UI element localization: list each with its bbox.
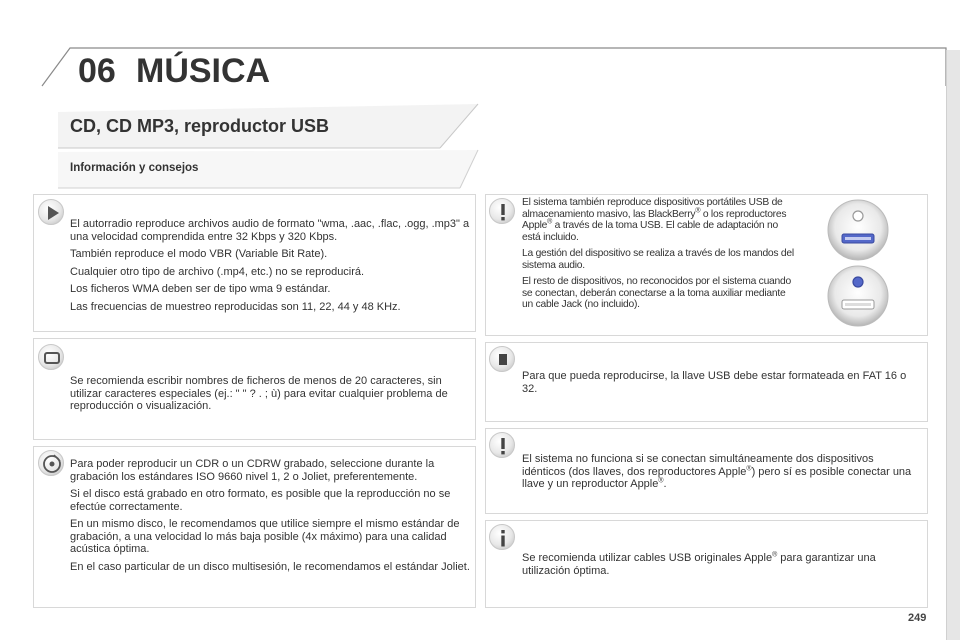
text-run: Se recomienda utilizar cables USB originales Apple	[522, 552, 773, 564]
registered-mark: ®	[772, 551, 778, 559]
formats-paragraph: Las frecuencias de muestreo reproducidas son 11, 22, 44 y 48 KHz.	[70, 300, 401, 313]
formats-paragraph: El autorradio reproduce archivos audio de formato "wma, .aac, .flac, .ogg, .mp3" a una velocidad comprendida entre 32 Kbps y 320 Kbps.	[70, 218, 470, 243]
usb-devices-paragraph	[522, 197, 798, 243]
play-icon	[38, 199, 64, 225]
identical-devices-text	[522, 453, 920, 496]
usb-devices-text	[522, 197, 798, 316]
text-run: para garantizar una utilización óptima.	[522, 552, 876, 577]
section-title: CD, CD MP3, reproductor USB	[70, 116, 330, 136]
usb-format-text	[522, 370, 920, 400]
cd-paragraph: En el caso particular de un disco multisesión, le recomendamos el estándar Joliet.	[70, 560, 470, 573]
page-number: 249	[908, 612, 927, 624]
exclamation-icon	[489, 432, 515, 458]
text-run: El sistema también reproduce dispositivos portátiles USB de almacenamiento masivo, las BlackBerry	[522, 197, 783, 220]
formats-paragraph: Cualquier otro tipo de archivo (.mp4, etc.) no se reproducirá.	[70, 265, 365, 278]
subsection-title: Información y consejos	[70, 162, 199, 174]
cd-recording-text	[70, 458, 470, 578]
cd-paragraph: Para poder reproducir un CDR o un CDRW grabado, seleccione durante la grabación los estándares ISO 9660 nivel 1, 2 o Joliet, preferentemente.	[70, 458, 435, 483]
registered-mark: ®	[547, 218, 553, 226]
registered-mark: ®	[695, 207, 701, 215]
text-run: a través de la toma USB. El cable de adaptación no está incluido.	[522, 220, 778, 243]
registered-mark: ®	[746, 464, 752, 472]
apple-cables-paragraph	[522, 552, 920, 577]
registered-mark: ®	[658, 477, 664, 485]
cd-paragraph: En un mismo disco, le recomendamos que utilice siempre el mismo estándar de grabación, a una velocidad lo más baja posible (4x máximo) para una calidad acústica óptima.	[70, 518, 460, 555]
disc-icon	[38, 450, 64, 476]
usb-devices-paragraph: El resto de dispositivos, no reconocidos por el sistema cuando se conectan, deberán conectarse a la toma auxiliar mediante un cable Jack (no incluido).	[522, 276, 791, 310]
filenames-text	[70, 375, 470, 418]
text-run: o los reproductores Apple	[522, 208, 787, 231]
cd-paragraph: Si el disco está grabado en otro formato, es posible que la reproducción no se efectúe correctamente.	[70, 488, 451, 513]
filenames-paragraph: Se recomienda escribir nombres de ficheros de menos de 20 caracteres, sin utilizar caracteres especiales (ej.: " " ? . ; ù) para evitar cualquier problema de reproducción o visualización.	[70, 375, 448, 412]
text-run: El sistema no funciona si se conectan simultáneamente dos dispositivos idénticos (dos llaves, dos reproductores Apple	[522, 453, 874, 478]
formats-paragraph: Los ficheros WMA deben ser de tipo wma 9 estándar.	[70, 283, 331, 295]
usb-devices-paragraph: La gestión del dispositivo se realiza a través de los mandos del sistema audio.	[522, 248, 794, 271]
square-icon	[489, 346, 515, 372]
apple-cables-text	[522, 552, 920, 582]
screen-icon	[38, 344, 64, 370]
formats-paragraph: También reproduce el modo VBR (Variable Bit Rate).	[70, 248, 328, 260]
chapter-number: 06	[78, 52, 116, 90]
usb-format-paragraph: Para que pueda reproducirse, la llave USB debe estar formateada en FAT 16 o 32.	[522, 370, 907, 395]
chapter-title: MÚSICA	[136, 52, 271, 90]
formats-text	[70, 218, 470, 318]
exclamation-icon	[489, 198, 515, 224]
text-run: ) pero sí es posible conectar una llave y un reproductor Apple	[522, 465, 912, 490]
info-icon	[489, 524, 515, 550]
usb-port-illustration	[826, 198, 890, 328]
text-run: .	[663, 478, 667, 490]
identical-devices-paragraph	[522, 453, 920, 491]
